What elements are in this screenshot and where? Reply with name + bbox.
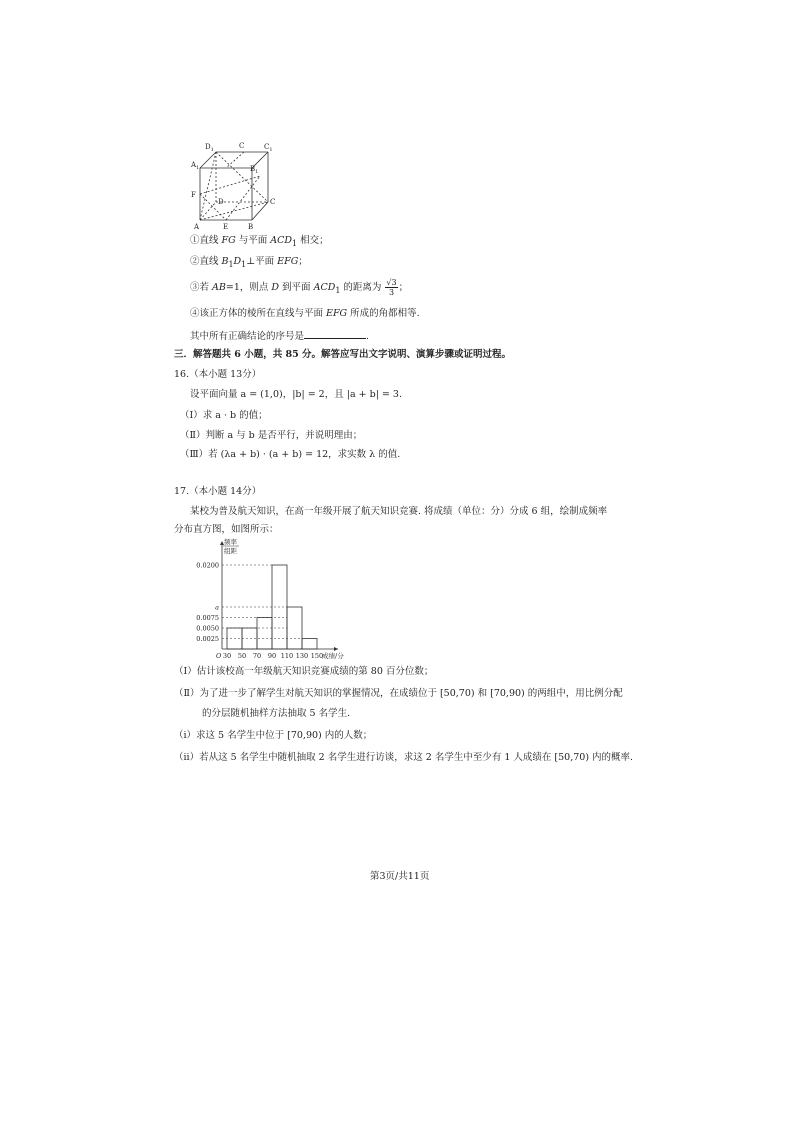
cube-label-c: C bbox=[270, 198, 276, 206]
y-axis-label-bottom: 组距 bbox=[224, 547, 237, 555]
q15-statement-3: ③若 AB=1，则点 D 到平面 $ACD_1$ 的距离为 $\frac{√3}{3}$ ； bbox=[190, 278, 409, 297]
y-tick-label: a bbox=[215, 603, 219, 612]
q16-part-3: （Ⅲ）若 (λa + b) · (a + b) = 12，求实数 λ 的值. bbox=[180, 449, 401, 460]
section-3-heading: 三．解答题共 6 小题，共 85 分。解答应写出文字说明、演算步骤或证明过程。 bbox=[174, 349, 512, 360]
q16-intro: 设平面向量 a = (1,0)，|b| = 2，且 |a + b| = 3. bbox=[190, 389, 402, 400]
x-tick-label: 130 bbox=[295, 652, 309, 660]
x-axis-arrow bbox=[334, 647, 338, 651]
cube-figure bbox=[188, 140, 278, 232]
histogram-bar bbox=[257, 618, 272, 650]
x-tick-label: 30 bbox=[222, 652, 232, 660]
q17-heading: 17.（本小题 14分） bbox=[174, 486, 262, 497]
cube-label-d1: $D_1$ bbox=[205, 143, 214, 153]
q16-part-2: （Ⅱ）判断 a 与 b 是否平行，并说明理由； bbox=[180, 430, 363, 441]
y-tick-label: 0.0075 bbox=[196, 614, 219, 622]
q17-intro-line-2: 分布直方图，如图所示： bbox=[174, 524, 279, 535]
origin-label: O bbox=[216, 652, 222, 660]
q15-statement-1: ①直线 FG 与平面 $ACD_1$ 相交； bbox=[190, 235, 329, 248]
q15-statement-2: ②直线 $B_1D_1\perp$平面 EFG； bbox=[190, 256, 308, 269]
q16-part-1: （Ⅰ）求 a · b 的值； bbox=[180, 410, 268, 421]
x-tick-label: 110 bbox=[280, 652, 294, 660]
cube-label-a1: $A_1$ bbox=[191, 161, 200, 171]
x-tick-label: 50 bbox=[237, 652, 247, 660]
y-tick-label: 0.0200 bbox=[196, 561, 219, 570]
x-tick-label: 150 bbox=[310, 652, 324, 660]
cube-label-f: F bbox=[191, 191, 196, 199]
x-axis-label: 成绩/分 bbox=[322, 652, 344, 660]
cube-label-b: B bbox=[248, 223, 254, 231]
q17-subpart-i: （i）求这 5 名学生中位于 [70,90) 内的人数； bbox=[174, 730, 373, 741]
y-axis-label-top: 频率 bbox=[224, 538, 237, 546]
fraction: $\frac{√3}{3}$ bbox=[386, 278, 397, 297]
y-tick-label: 0.0050 bbox=[196, 624, 219, 633]
histogram-bar bbox=[287, 607, 302, 649]
q15-statement-4: ④该正方体的棱所在直线与平面 EFG 所成的角都相等. bbox=[190, 308, 420, 319]
cube-label-e: E bbox=[223, 223, 229, 231]
q16-heading: 16.（本小题 13分） bbox=[174, 369, 262, 380]
q17-part-1: （Ⅰ）估计该校高一年级航天知识竞赛成绩的第 80 百分位数； bbox=[174, 666, 434, 677]
cube-label-a: A bbox=[194, 223, 200, 231]
x-tick-label: 70 bbox=[252, 652, 262, 660]
q17-part-2-line-2: 的分层随机抽样方法抽取 5 名学生. bbox=[202, 708, 351, 719]
cube-label-c1top: C bbox=[239, 142, 245, 150]
cube-label-d: D bbox=[218, 198, 224, 206]
frequency-histogram bbox=[182, 537, 352, 660]
q17-subpart-ii: （ii）若从这 5 名学生中随机抽取 2 名学生进行访谈，求这 2 名学生中至少有 1 人成绩在 [50,70) 内的概率. bbox=[174, 752, 634, 763]
page-footer: 第3页/共11页 bbox=[370, 871, 430, 882]
cube-label-c1: $C_1$ bbox=[264, 143, 273, 153]
answer-blank[interactable] bbox=[304, 329, 366, 339]
q17-intro-line-1: 某校为普及航天知识，在高一年级开展了航天知识竞赛. 将成绩（单位：分）分成 6 组，绘制成频率 bbox=[190, 506, 608, 517]
x-tick-label: 90 bbox=[267, 652, 277, 660]
y-tick-label: 0.0025 bbox=[196, 635, 219, 643]
histogram-bar bbox=[302, 639, 317, 650]
cube-label-b1: $B_1$ bbox=[250, 165, 259, 175]
q17-part-2-line-1: （Ⅱ）为了进一步了解学生对航天知识的掌握情况，在成绩位于 [50,70) 和 [70,90) 的两组中，用比例分配 bbox=[174, 688, 623, 699]
q15-answer-prompt: 其中所有正确结论的序号是 . bbox=[190, 331, 370, 342]
